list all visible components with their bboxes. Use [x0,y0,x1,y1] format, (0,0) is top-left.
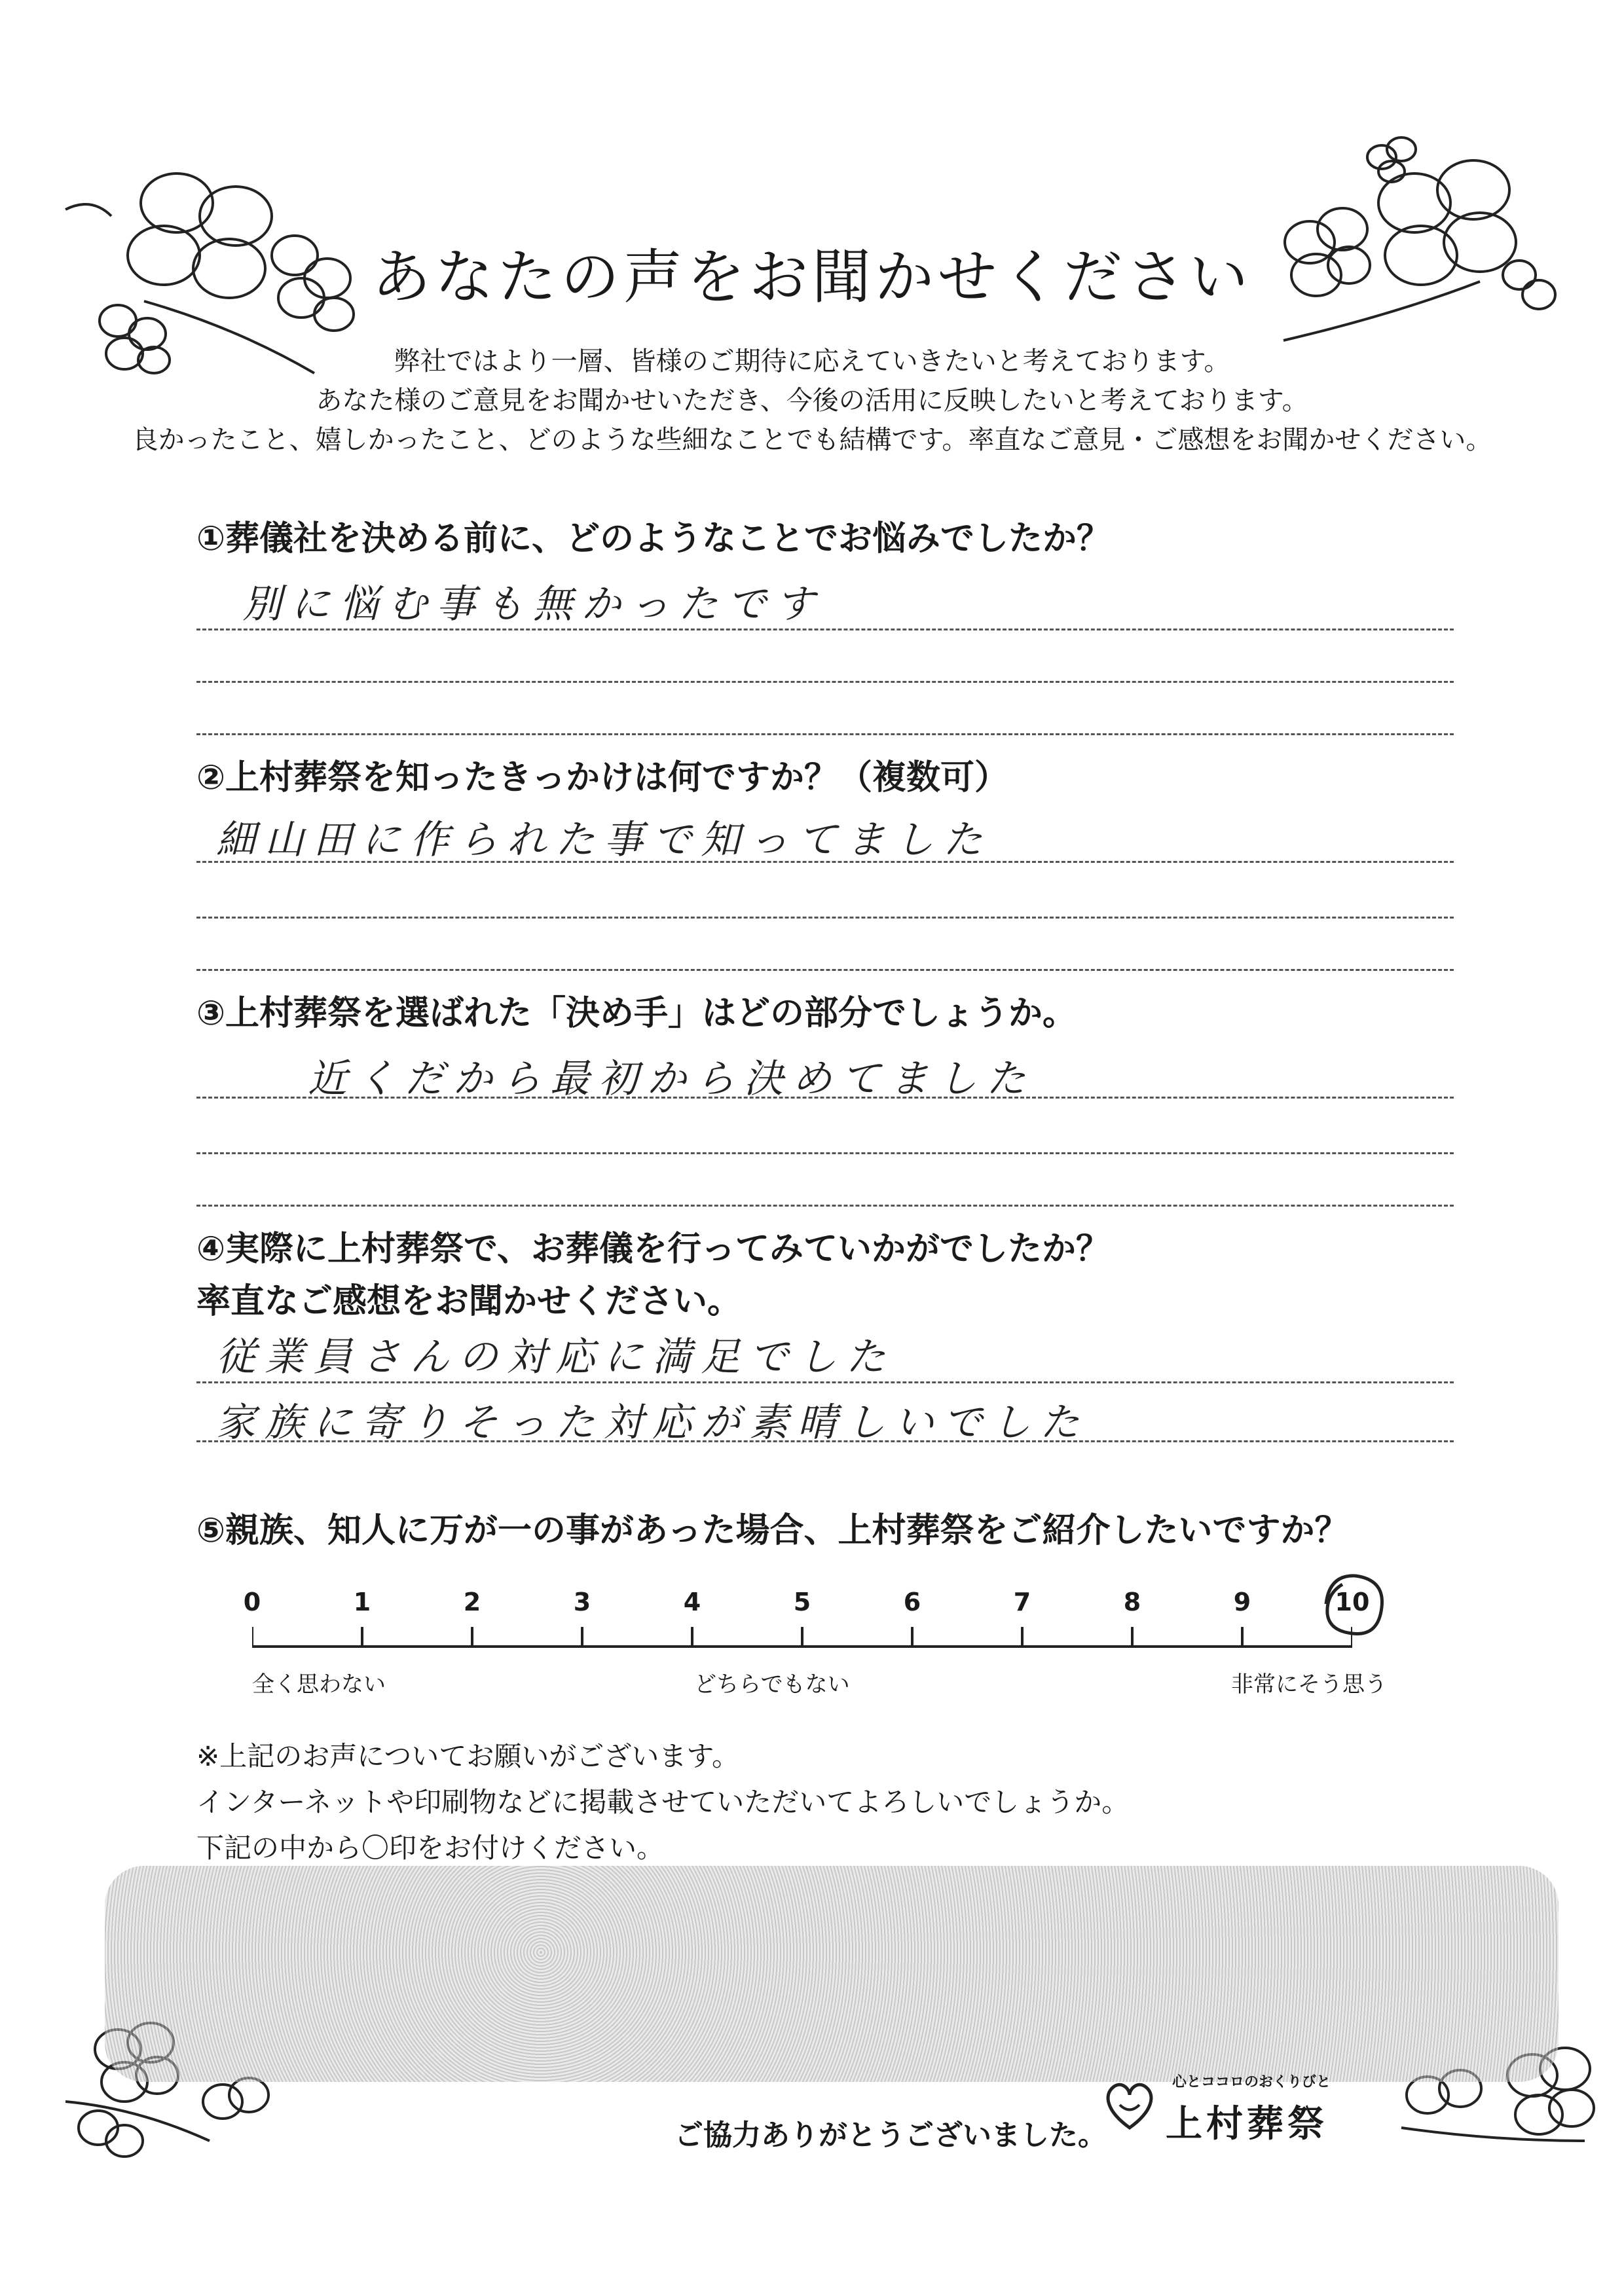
answer-line [196,969,1454,971]
answer-line [196,1152,1454,1154]
note-line-1: ※上記のお声についてお願いがございます。 [196,1740,739,1772]
redacted-area [105,1866,1559,2082]
brand-name: 上村葬祭 [1166,2103,1328,2145]
rating-tick-3[interactable]: 3 [573,1588,591,1616]
question-5-label: ⑤親族、知人に万が一の事があった場合、上村葬祭をご紹介したいですか？ [196,1511,1349,1550]
question-4-answer-line-1[interactable]: 従業員さんの対応に満足でした [216,1334,895,1380]
rating-tick-8[interactable]: 8 [1123,1588,1141,1616]
rating-tick-0[interactable]: 0 [243,1588,261,1616]
question-1-answer[interactable]: 別に悩む事も無かったです [242,581,824,627]
question-2-label: ②上村葬祭を知ったきっかけは何ですか？（複数可） [196,758,1009,797]
rating-tick-4[interactable]: 4 [683,1588,701,1616]
answer-line [196,1440,1454,1442]
question-4-sublabel: 率直なご感想をお聞かせください。 [196,1282,742,1321]
rating-tick-10[interactable]: 10 [1335,1588,1370,1616]
question-4-answer-line-2[interactable]: 家族に寄りそった対応が素晴しいでした [216,1400,1088,1446]
answer-line [196,629,1454,630]
rating-tick-1[interactable]: 1 [353,1588,371,1616]
rating-tick-6[interactable]: 6 [903,1588,921,1616]
question-1-label: ①葬儀社を決める前に、どのようなことでお悩みでしたか？ [196,519,1111,558]
intro-line-2: あなた様のご意見をお聞かせいただき、今後の活用に反映したいと考えております。 [316,386,1308,416]
intro-line-1: 弊社ではより一層、皆様のご期待に応えていきたいと考えております。 [394,346,1230,376]
question-3-answer[interactable]: 近くだから最初から決めてました [308,1056,1035,1102]
question-3-label: ③上村葬祭を選ばれた「決め手」はどの部分でしょうか。 [196,994,1077,1033]
rating-selected-circle [1313,1568,1392,1647]
answer-line [196,733,1454,735]
answer-line [196,861,1454,863]
rating-scale-line [252,1620,1352,1653]
answer-line [196,1097,1454,1099]
question-4-label: ④実際に上村葬祭で、お葬儀を行ってみていかがでしたか？ [196,1230,1110,1269]
rating-scale [243,1568,1370,1660]
rating-tick-2[interactable]: 2 [463,1588,481,1616]
answer-line [196,681,1454,683]
rating-mid-label: どちらでもない [694,1671,850,1698]
answer-line [196,1205,1454,1207]
intro-line-3: 良かったこと、嬉しかったこと、どのような些細なことでも結構です。率直なご意見・ご感想をお聞かせください。 [132,425,1492,455]
note-line-3: 下記の中から〇印をお付けください。 [196,1832,665,1864]
heart-logo-icon [1100,2075,1159,2134]
page-title: あなたの声をお聞かせください [372,243,1252,312]
rating-tick-9[interactable]: 9 [1233,1588,1251,1616]
rating-max-label: 非常にそう思う [1231,1671,1387,1698]
brand-tagline: 心とココロのおくりびと [1172,2074,1331,2090]
rating-tick-5[interactable]: 5 [793,1588,811,1616]
note-line-2: インターネットや印刷物などに掲載させていただいてよろしいでしょうか。 [196,1786,1130,1818]
rating-tick-7[interactable]: 7 [1013,1588,1031,1616]
thanks-message: ご協力ありがとうございました。 [674,2119,1107,2152]
question-2-answer[interactable]: 細山田に作られた事で知ってました [216,817,991,863]
answer-line [196,1381,1454,1383]
rating-min-label: 全く思わない [252,1671,386,1698]
answer-line [196,917,1454,919]
